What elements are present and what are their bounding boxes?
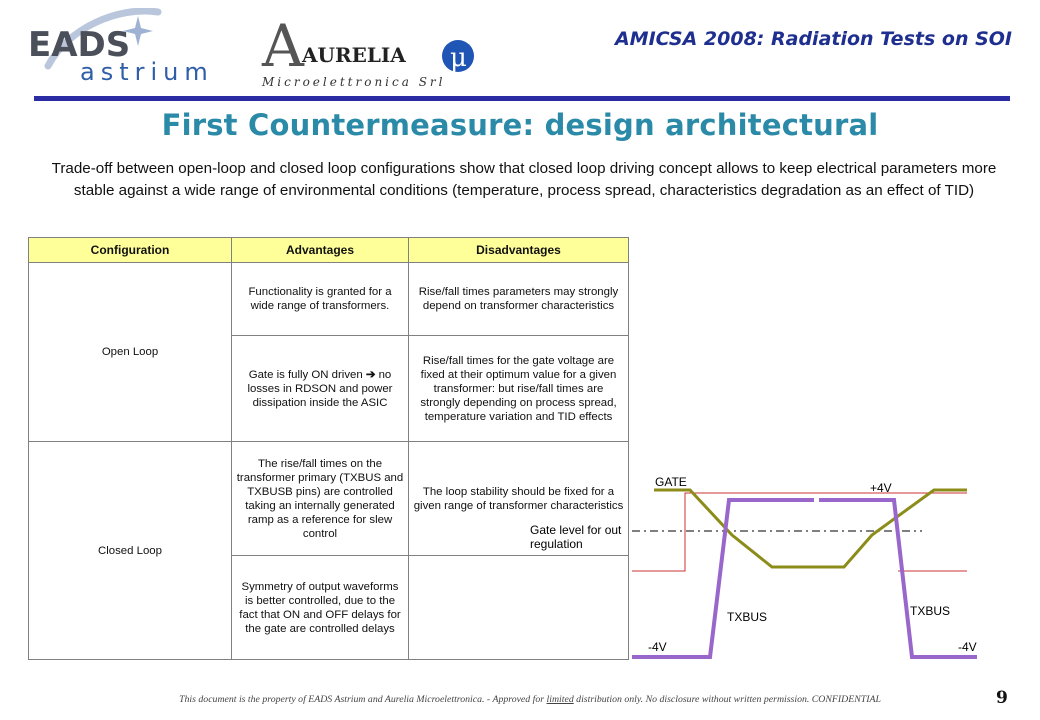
closed-loop-advantage-1: The rise/fall times on the transformer primary (TXBUS and TXBUSB pins) are controlled taking an internally generated ramp as a reference for slew control	[232, 442, 409, 556]
plus-4v-label: +4V	[870, 481, 892, 495]
eads-astrium-logo	[28, 8, 256, 88]
open-loop-disadvantage-1: Rise/fall times parameters may strongly depend on transformer characteristics	[409, 263, 629, 336]
minus-4v-label-left: -4V	[648, 640, 667, 654]
page-number: 9	[996, 688, 1008, 708]
minus-4v-label-right: -4V	[958, 640, 977, 654]
closed-loop-disadvantage-1: The loop stability should be fixed for a given range of transformer characteristics	[409, 442, 629, 556]
logo-mu-mark: μ	[450, 43, 467, 73]
footer-text-b: distribution only. No disclosure without written permission. CONFIDENTIAL	[573, 694, 881, 705]
table-header-row	[29, 238, 629, 263]
regulation-label-line2: regulation	[530, 537, 583, 551]
logo-astrium-text: astrium	[80, 58, 214, 86]
aurelia-logo	[260, 10, 490, 90]
logo-aurelia-name: AURELIA	[302, 43, 406, 67]
logo-eads-text: EADS	[28, 25, 131, 65]
intro-paragraph: Trade-off between open-loop and closed loop configurations show that closed loop driving concept allows to keep electrical parameters more stable against a wide range of environmental conditions (temperature, process spread, characteristics degradation as an effect of TID)	[51, 160, 997, 199]
logo-aurelia-letter: A	[262, 12, 304, 80]
reference-line	[632, 493, 967, 571]
header-configuration: Configuration	[29, 238, 232, 263]
config-open-loop: Open Loop	[29, 263, 232, 442]
header-advantages: Advantages	[232, 238, 409, 263]
adv2-text-a: Gate is fully ON driven	[248, 368, 363, 381]
regulation-label-line1: Gate level for out	[530, 523, 622, 537]
closed-loop-advantage-2: Symmetry of output waveforms is better controlled, due to the fact that ON and OFF delays for the gate are controlled delays	[232, 556, 409, 660]
closed-loop-disadvantage-2	[409, 556, 629, 660]
txbus-label-right: TXBUS	[910, 604, 951, 618]
arrow-right-icon: ➔	[365, 368, 376, 381]
waveform-diagram	[632, 460, 977, 670]
header-disadvantages: Disadvantages	[409, 238, 629, 263]
open-loop-advantage-1: Functionality is granted for a wide range of transformers.	[232, 263, 409, 336]
header-title: AMICSA 2008: Radiation Tests on SOI	[614, 28, 1012, 50]
footer-disclaimer	[100, 694, 960, 705]
open-loop-disadvantage-2: Rise/fall times for the gate voltage are fixed at their optimum value for a given transformer: but rise/fall times are strongly depending on process spread, temperature variation and TID effects	[409, 336, 629, 442]
footer-text-a: This document is the property of EADS Astrium and Aurelia Microelettronica. - Approved for	[179, 694, 547, 705]
config-closed-loop: Closed Loop	[29, 442, 232, 660]
txbus-waveform-right	[819, 500, 977, 657]
footer-text-limited: limited	[546, 694, 574, 705]
open-loop-advantage-2	[232, 336, 409, 442]
header-divider	[34, 96, 1010, 101]
gate-label: GATE	[655, 475, 687, 489]
comparison-table	[28, 237, 629, 660]
adv2-text-b: no losses in RDSON and power dissipation inside the ASIC	[247, 368, 393, 409]
table-row	[29, 263, 629, 336]
txbus-label-left: TXBUS	[727, 610, 768, 624]
slide-title: First Countermeasure: design architectural	[161, 108, 879, 142]
logo-aurelia-sub: Microelettronica Srl	[262, 75, 446, 89]
